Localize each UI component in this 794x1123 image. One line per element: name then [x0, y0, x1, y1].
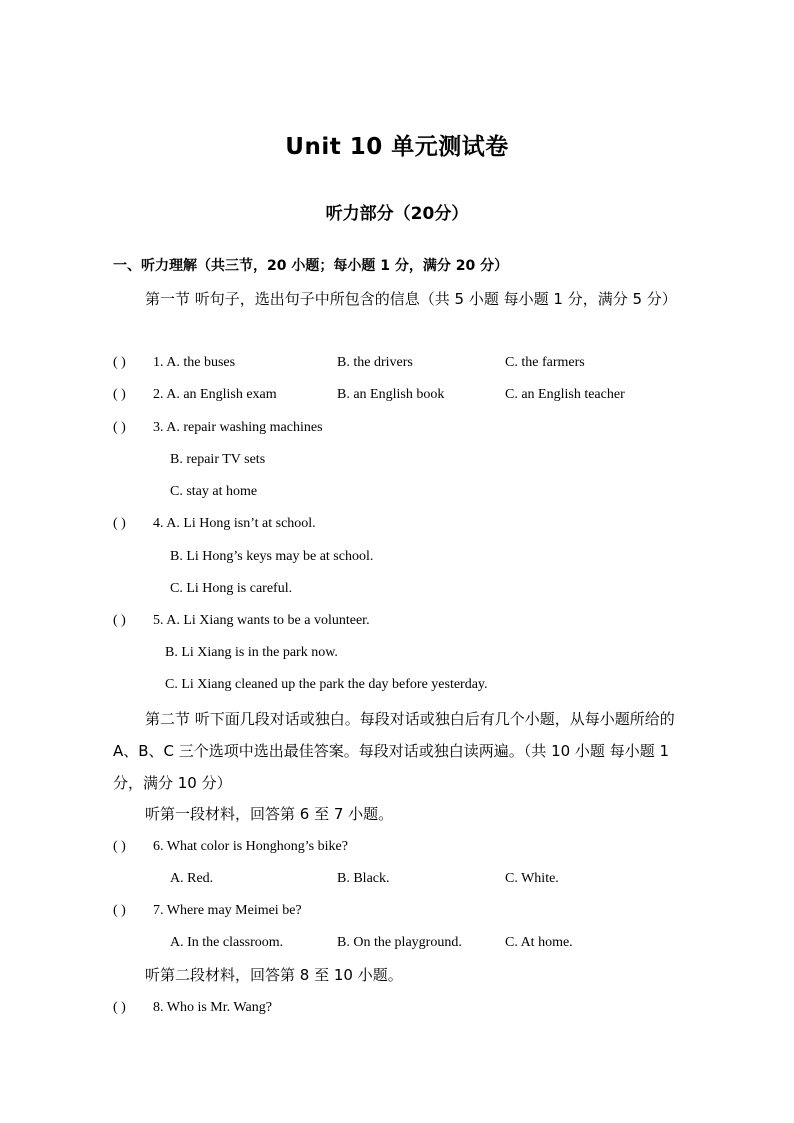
- answer-blank[interactable]: ( ): [113, 420, 126, 435]
- question-6-option-b: B. Black.: [337, 871, 390, 886]
- answer-blank[interactable]: ( ): [113, 839, 126, 854]
- question-7-option-c: C. At home.: [505, 935, 573, 950]
- question-6: [113, 837, 348, 857]
- page-title: Unit 10 单元测试卷: [285, 134, 509, 160]
- question-4-option-a: 4. A. Li Hong isn’t at school.: [153, 516, 316, 531]
- part2-instruction: 第二节 听下面几段对话或独白。每段对话或独白后有几个小题，从每小题所给的 A、B、C 三个选项中选出最佳答案。每段对话或独白读两遍。（共 10 小题 每小题 1 分，满分 10 分）: [113, 710, 675, 792]
- question-6-stem: 6. What color is Honghong’s bike?: [153, 839, 348, 854]
- question-7-stem: 7. Where may Meimei be?: [153, 903, 302, 918]
- question-7-option-a: A. In the classroom.: [170, 935, 284, 950]
- question-2-option-b: B. an English book: [337, 387, 445, 402]
- question-6-option-c: C. White.: [505, 871, 559, 886]
- question-4-option-c: C. Li Hong is careful.: [170, 581, 293, 596]
- answer-blank[interactable]: ( ): [113, 387, 126, 402]
- question-1: [113, 353, 235, 373]
- question-1-option-b: B. the drivers: [337, 355, 413, 370]
- listening-hint-1: 听第一段材料，回答第 6 至 7 小题。: [145, 805, 394, 823]
- question-5-option-a: 5. A. Li Xiang wants to be a volunteer.: [153, 613, 370, 628]
- question-5-option-b: B. Li Xiang is in the park now.: [165, 645, 338, 660]
- answer-blank[interactable]: ( ): [113, 903, 126, 918]
- part1-instruction: 第一节 听句子，选出句子中所包含的信息（共 5 小题 每小题 1 分，满分 5 分）: [145, 290, 677, 308]
- answer-blank[interactable]: ( ): [113, 516, 126, 531]
- question-3: [113, 418, 323, 438]
- question-4: [113, 514, 316, 534]
- question-7: [113, 901, 302, 921]
- question-3-option-c: C. stay at home: [170, 484, 258, 499]
- question-7-option-b: B. On the playground.: [337, 935, 462, 950]
- question-2-option-c: C. an English teacher: [505, 387, 625, 402]
- question-1-option-a: 1. A. the buses: [153, 355, 236, 370]
- listening-hint-2: 听第二段材料，回答第 8 至 10 小题。: [145, 966, 403, 984]
- question-5-option-c: C. Li Xiang cleaned up the park the day before yesterday.: [165, 677, 488, 692]
- section-subtitle: 听力部分（20分）: [325, 204, 469, 224]
- question-8-stem: 8. Who is Mr. Wang?: [153, 1000, 272, 1015]
- question-3-option-a: 3. A. repair washing machines: [153, 420, 323, 435]
- section1-heading: 一、听力理解（共三节，20 小题；每小题 1 分，满分 20 分）: [113, 258, 509, 274]
- question-2-option-a: 2. A. an English exam: [153, 387, 277, 402]
- question-4-option-b: B. Li Hong’s keys may be at school.: [170, 549, 374, 564]
- question-5: [113, 611, 370, 631]
- question-3-option-b: B. repair TV sets: [170, 452, 266, 467]
- question-1-option-c: C. the farmers: [505, 355, 585, 370]
- answer-blank[interactable]: ( ): [113, 613, 126, 628]
- question-8: [113, 998, 272, 1018]
- question-6-option-a: A. Red.: [170, 871, 214, 886]
- answer-blank[interactable]: ( ): [113, 355, 126, 370]
- question-2: [113, 385, 277, 405]
- answer-blank[interactable]: ( ): [113, 1000, 126, 1015]
